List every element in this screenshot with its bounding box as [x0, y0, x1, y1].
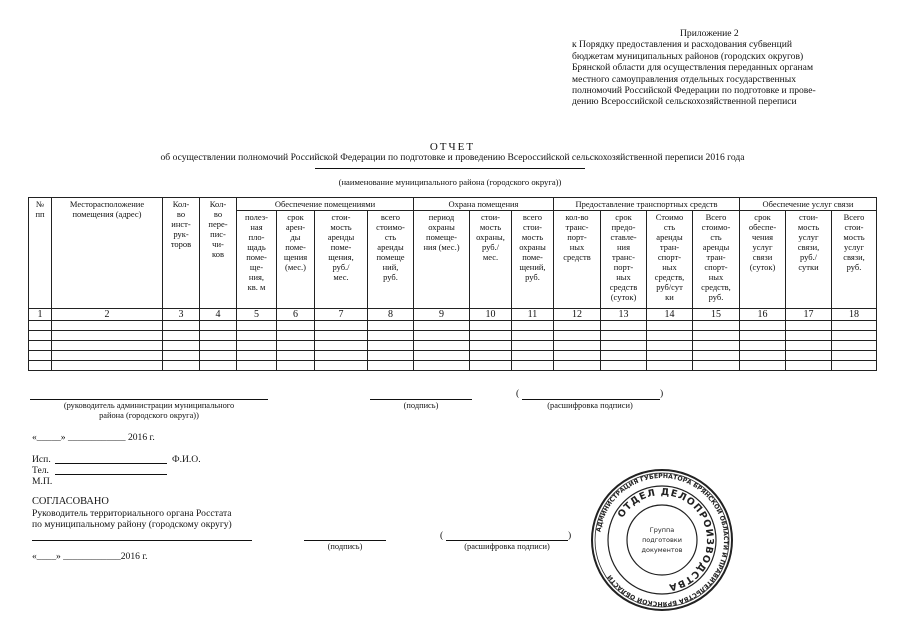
group-security: Охрана помещения [414, 198, 554, 211]
header-c11: всего стои- мость охраны поме- щений, руб. [512, 211, 554, 309]
paren-close: ) [660, 388, 664, 399]
header-c10: стои- мость охраны, руб./ мес. [470, 211, 512, 309]
column-number: 16 [740, 309, 786, 321]
header-c2: Месторасположение помещения (адрес) [52, 198, 163, 309]
report-table [28, 197, 877, 371]
appendix-line: Брянской области для осуществления переданных органам [572, 62, 814, 74]
stamp-center-line: Группа [649, 526, 675, 534]
header-c17: стои- мость услуг связи, руб./ сутки [786, 211, 832, 309]
header-c13: срок предо- ставле- ния транс- порт- ных средств (суток) [601, 211, 647, 309]
header-c12: кол-во транс- порт- ных средств [554, 211, 601, 309]
table-row [29, 321, 877, 331]
report-title: ОТЧЕТ [429, 141, 476, 153]
table-row [29, 351, 877, 361]
column-number: 5 [237, 309, 277, 321]
decode-line [522, 399, 660, 400]
approval-paren-close: ) [568, 530, 572, 541]
name-caption: (наименование муниципального района (городского округа)) [338, 177, 562, 187]
column-number: 1 [29, 309, 52, 321]
header-c7: стои- мость аренды поме- щения, руб./ мес. [315, 211, 368, 309]
column-number: 3 [163, 309, 200, 321]
paren-open: ( [516, 388, 520, 399]
approval-line2: по муниципальному району (городскому округу) [32, 519, 232, 530]
header-c9: период охраны помеще- ния (мес.) [414, 211, 470, 309]
column-number: 2 [52, 309, 163, 321]
stamp-center-line: документов [641, 546, 683, 554]
header-c15: Всего стоимо- сть аренды тран- спорт- ных средств, руб. [693, 211, 740, 309]
column-number: 11 [512, 309, 554, 321]
header-c8: всего стоимо- сть аренды помеще ний, руб. [368, 211, 414, 309]
group-premises: Обеспечение помещениями [237, 198, 414, 211]
column-number: 12 [554, 309, 601, 321]
header-c6: срок арен- ды поме- щения (мес.) [277, 211, 315, 309]
header-c5: полез- ная пло- щадь поме- ще- ния, кв. м [237, 211, 277, 309]
table-row [29, 341, 877, 351]
executor-name: Ф.И.О. [172, 454, 201, 465]
name-underline [315, 168, 585, 169]
phone-label: Тел. [32, 465, 49, 476]
appendix-line: бюджетам муниципальных районов (городских округов) [572, 50, 804, 62]
appendix-block [572, 28, 872, 108]
date-line: «_____» ____________ 2016 г. [32, 432, 155, 443]
stamp-center-line: подготовки [642, 536, 682, 544]
column-numbers-row [29, 309, 877, 321]
header-c18: Всего стои- мость услуг связи, руб. [832, 211, 877, 309]
approval-title: СОГЛАСОВАНО [32, 496, 109, 507]
seal-label: М.П. [32, 476, 53, 487]
executor-line [55, 463, 167, 464]
column-number: 10 [470, 309, 512, 321]
column-number: 4 [200, 309, 237, 321]
approval-paren-open: ( [440, 530, 444, 541]
head-signature-line [30, 399, 268, 400]
stamp-seal [590, 468, 734, 612]
table-row [29, 361, 877, 371]
column-number: 8 [368, 309, 414, 321]
stamp-inner-text: ОТДЕЛ ДЕЛОПРОИЗВОДСТВА [615, 486, 716, 593]
group-transport: Предоставление транспортных средств [554, 198, 740, 211]
approval-decode-caption: (расшифровка подписи) [464, 542, 550, 551]
stamp-outer-text: АДМИНИСТРАЦИЯ ГУБЕРНАТОРА БРЯНСКОЙ ОБЛАСТИ И ПРАВИТЕЛЬСТВА БРЯНСКОЙ ОБЛАСТИ [595, 472, 730, 608]
appendix-line: полномочий Российской Федерации по подготовке и прове- [572, 85, 816, 97]
column-number: 15 [693, 309, 740, 321]
approval-date-line: «____» ____________2016 г. [32, 551, 148, 562]
head-caption: (руководитель администрации муниципального района (городского округа)) [63, 401, 235, 420]
approval-org-line [32, 540, 252, 541]
column-number: 17 [786, 309, 832, 321]
approval-line1: Руководитель территориального органа Росстата [32, 508, 232, 519]
approval-sign-caption: (подпись) [327, 542, 363, 551]
header-c3: Кол- во инст- рук- торов [163, 198, 200, 309]
header-c4: Кол- во пере- пис- чи- ков [200, 198, 237, 309]
table-row [29, 331, 877, 341]
approval-sign-line [304, 540, 386, 541]
header-c14: Стоимо сть аренды тран- спорт- ных средств, руб/сут ки [647, 211, 693, 309]
column-number: 6 [277, 309, 315, 321]
header-c1: № пп [29, 198, 52, 309]
header-c16: срок обеспе- чения услуг связи (суток) [740, 211, 786, 309]
appendix-title: Приложение 2 [680, 28, 739, 39]
column-number: 14 [647, 309, 693, 321]
appendix-line: дению Всероссийской сельскохозяйственной переписи [572, 96, 797, 108]
appendix-line: местного самоуправления отдельных государственных [572, 73, 796, 85]
phone-line [55, 474, 167, 475]
approval-decode-line [446, 540, 568, 541]
executor-label: Исп. [32, 454, 51, 465]
sign-caption: (подпись) [403, 401, 439, 410]
column-number: 13 [601, 309, 647, 321]
appendix-line: к Порядку предоставления и расходования субвенций [572, 39, 792, 51]
decode-caption: (расшифровка подписи) [547, 401, 633, 410]
column-number: 9 [414, 309, 470, 321]
report-subtitle: об осуществлении полномочий Российской Федерации по подготовке и проведению Всероссийской сельскохозяйственной переписи 2016 года [160, 152, 745, 163]
column-number: 18 [832, 309, 877, 321]
sign-line [370, 399, 472, 400]
column-number: 7 [315, 309, 368, 321]
group-comms: Обеспечение услуг связи [740, 198, 877, 211]
